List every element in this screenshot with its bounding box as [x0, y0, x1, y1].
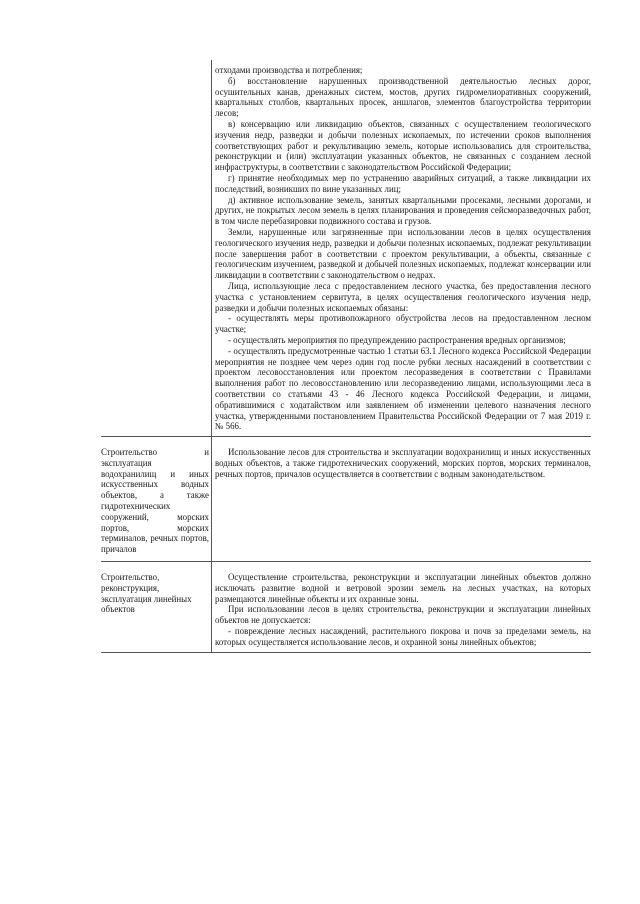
row-text-cell [212, 437, 592, 562]
paragraph: При использовании лесов в целях строительства, реконструкции и эксплуатации линейных объектов не допускается: [215, 604, 591, 626]
paragraph: г) принятие необходимых мер по устранению аварийных ситуаций, а также ликвидации их последствий, возникших по вине указанных лиц; [215, 172, 591, 194]
paragraph: Лица, использующие леса с предоставлением лесного участка, без предоставления лесного участка с установлением сервитута, в целях осуществления геологического изучения недр, разведки и добычи полезных ископаемых обязаны: [215, 280, 591, 313]
paragraph: - осуществлять меры противопожарного обустройства лесов на предоставленном лесном участке; [215, 313, 591, 335]
paragraph: отходами производства и потребления; [215, 65, 363, 75]
paragraph: - осуществлять предусмотренные частью 1 статьи 63.1 Лесного кодекса Российской Федерации мероприятия не позднее чем через один год после рубки лесных насаждений в соответствии с проектом лесовосстановления или проектом лесоразведения в соответствии с Правилами выполнения работ по лесовосстановлению или лесоразведению лицами, использующими леса в соответствии со статьями 43 - 46 Лесного кодекса Российской Федерации, и лицами, обратившимися с ходатайством или заявлением об изменении целевого назначения лесного участка, утвержденными постановлением Правительства Российской Федерации от 7 мая 2019 г. № 566. [215, 345, 591, 432]
table-row-water-construction [101, 437, 591, 562]
paragraph: б) восстановление нарушенных производственной деятельностью лесных дорог, осушительных канав, дренажных систем, мостов, других гидромелиоративных сооружений, квартальных столбов, квартальных просек, аншлагов, элементов благоустройства территории лесов; [215, 75, 591, 119]
paragraph: - осуществлять мероприятия по предупреждению распространения вредных организмов; [228, 334, 566, 345]
paragraph: Использование лесов для строительства и эксплуатации водохранилищ и иных искусственных водных объектов, а также гидротехнических сооружений, морских портов, морских терминалов, речных портов, причалов осуществляется в соответствии с водным законодательством. [215, 447, 591, 479]
paragraph: - повреждение лесных насаждений, растительного покрова и почв за пределами земель, на которых осуществляется использование лесов, и охранной зоны линейных объектов; [215, 626, 591, 647]
paragraph: в) консервацию или ликвидацию объектов, связанных с осуществлением геологического изучения недр, разведки и добычи полезных ископаемых, по истечении сроков выполнения соответствующих работ и рекультивацию земель, которые использовались для строительства, реконструкции и (или) эксплуатации указанных объектов, не связанных с созданием лесной инфраструктуры, в соответствии с законодательством Российской Федерации; [215, 118, 591, 173]
table-row-linear-objects [101, 562, 591, 653]
paragraph: Земли, нарушенные или загрязненные при использовании лесов в целях осуществления геологического изучения недр, разведки и добычи полезных ископаемых, подлежат рекультивации после завершения работ в соответствии с проектом рекультивации, а объекты, связанные с геологическим изучением, разведкой и добычей полезных ископаемых, подлежат консервации или ликвидации в соответствии с законодательством о недрах. [215, 226, 591, 281]
row-text-cell [212, 562, 592, 653]
row-label-cell: Строительство, реконструкция, эксплуатация линейных объектов [101, 562, 212, 653]
continuation-text-cell [212, 60, 592, 437]
table-row-continuation [101, 60, 591, 437]
empty-label-cell [101, 60, 212, 437]
paragraph: д) активное использование земель, занятых квартальными просеками, лесными дорогами, и других, не покрытых лесом земель в целях планирования и проведения сейсморазведочных работ, в том числе перебазировки подвижного состава и грузов. [215, 194, 591, 227]
paragraph: Осуществление строительства, реконструкции и эксплуатации линейных объектов должно исключать развитие водной и ветровой эрозии земель на лесных участках, на которых размещаются линейные объекты и их охранные зоны. [215, 572, 591, 604]
row-label-cell: Строительство и эксплуатация водохранилищ и иных искусственных водных объектов, а также гидротехнических сооружений, морских портов, морских терминалов, речных портов, причалов [101, 437, 212, 562]
regulation-table [101, 60, 591, 653]
